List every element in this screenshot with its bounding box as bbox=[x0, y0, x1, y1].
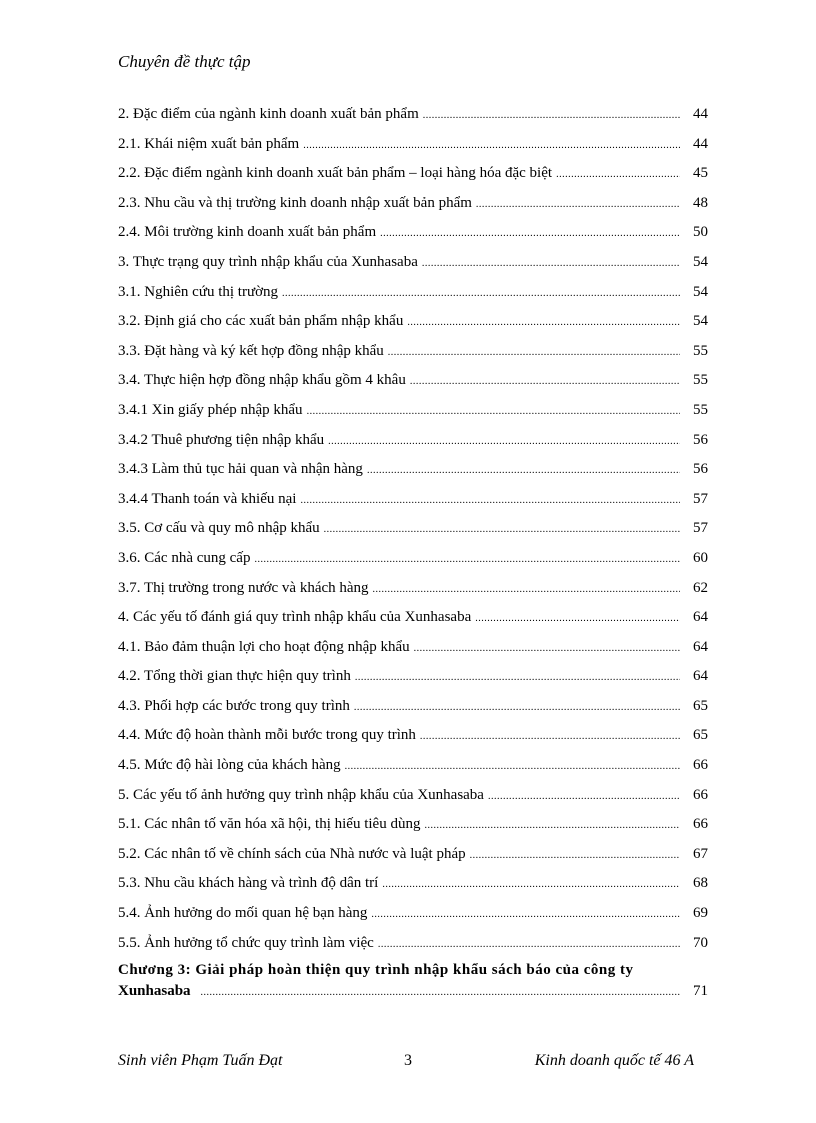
toc-entry-label: 4.5. Mức độ hài lòng của khách hàng bbox=[118, 757, 341, 774]
toc-entry-page: 64 bbox=[693, 638, 708, 655]
toc-entry[interactable] bbox=[118, 544, 708, 574]
toc-entry[interactable] bbox=[118, 899, 708, 929]
toc-entry[interactable] bbox=[118, 337, 708, 367]
toc-entry-label: 3.2. Định giá cho các xuất bản phẩm nhập khẩu bbox=[118, 313, 404, 330]
footer-course: Kinh doanh quốc tế 46 A bbox=[534, 1052, 694, 1069]
table-of-contents bbox=[118, 100, 708, 958]
dot-leader bbox=[410, 367, 680, 397]
dot-leader bbox=[307, 397, 680, 427]
toc-entry-label: 5.5. Ảnh hưởng tổ chức quy trình làm việc bbox=[118, 934, 374, 951]
dot-leader bbox=[354, 693, 680, 723]
dot-leader bbox=[303, 131, 680, 161]
toc-entry-label: 4.1. Bảo đảm thuận lợi cho hoạt động nhập khẩu bbox=[118, 638, 410, 655]
dot-leader bbox=[476, 190, 680, 220]
toc-entry-label: 5.4. Ảnh hưởng do mối quan hệ bạn hàng bbox=[118, 905, 368, 922]
toc-entry-page: 54 bbox=[693, 253, 708, 270]
toc-entry[interactable] bbox=[118, 100, 708, 130]
dot-leader bbox=[422, 249, 680, 279]
toc-entry-page: 56 bbox=[693, 431, 708, 448]
toc-entry[interactable] bbox=[118, 366, 708, 396]
toc-entry-label: 2.3. Nhu cầu và thị trường kinh doanh nhập xuất bản phẩm bbox=[118, 194, 472, 211]
toc-entry[interactable] bbox=[118, 396, 708, 426]
chapter-title-line1: Chương 3: Giải pháp hoàn thiện quy trình nhập khẩu sách báo của công ty bbox=[118, 962, 634, 978]
toc-entry-page: 44 bbox=[693, 135, 708, 152]
dot-leader bbox=[488, 782, 680, 812]
footer-page-number: 3 bbox=[404, 1052, 412, 1069]
toc-entry-label: 3.7. Thị trường trong nước và khách hàng bbox=[118, 579, 369, 596]
dot-leader bbox=[382, 870, 680, 900]
dot-leader bbox=[420, 722, 680, 752]
toc-entry-page: 65 bbox=[693, 727, 708, 744]
toc-entry-page: 68 bbox=[693, 875, 708, 892]
dot-leader bbox=[373, 575, 680, 605]
toc-entry[interactable] bbox=[118, 603, 708, 633]
toc-entry-page: 45 bbox=[693, 165, 708, 182]
toc-entry[interactable] bbox=[118, 278, 708, 308]
toc-entry-label: 3.4.2 Thuê phương tiện nhập khẩu bbox=[118, 431, 325, 448]
dot-leader bbox=[201, 987, 680, 998]
toc-entry-label: 5. Các yếu tố ảnh hưởng quy trình nhập khẩu của Xunhasaba bbox=[118, 786, 484, 803]
dot-leader bbox=[378, 930, 680, 960]
toc-entry-label: 2.2. Đặc điểm ngành kinh doanh xuất bản phẩm – loại hàng hóa đặc biệt bbox=[118, 165, 553, 182]
toc-entry-page: 56 bbox=[693, 461, 708, 478]
dot-leader bbox=[300, 486, 680, 516]
dot-leader bbox=[355, 663, 680, 693]
toc-entry-page: 70 bbox=[693, 934, 708, 951]
toc-entry[interactable] bbox=[118, 840, 708, 870]
toc-entry-page: 66 bbox=[693, 757, 708, 774]
toc-entry[interactable] bbox=[118, 929, 708, 959]
toc-entry-page: 69 bbox=[693, 905, 708, 922]
dot-leader bbox=[414, 634, 680, 664]
toc-entry-label: 3.4. Thực hiện hợp đồng nhập khẩu gồm 4 khâu bbox=[118, 372, 406, 389]
toc-entry-page: 60 bbox=[693, 549, 708, 566]
chapter-title-line2-row bbox=[118, 983, 708, 1000]
toc-entry-page: 67 bbox=[693, 845, 708, 862]
dot-leader bbox=[345, 752, 680, 782]
toc-entry-label: 5.2. Các nhân tố về chính sách của Nhà nước và luật pháp bbox=[118, 845, 466, 862]
toc-entry[interactable] bbox=[118, 514, 708, 544]
dot-leader bbox=[556, 160, 680, 190]
toc-entry[interactable] bbox=[118, 810, 708, 840]
dot-leader bbox=[254, 545, 680, 575]
dot-leader bbox=[371, 900, 680, 930]
toc-entry-page: 44 bbox=[693, 106, 708, 122]
toc-entry[interactable] bbox=[118, 248, 708, 278]
toc-entry-label: 3.4.4 Thanh toán và khiếu nại bbox=[118, 490, 297, 507]
toc-entry-page: 55 bbox=[693, 372, 708, 389]
toc-entry[interactable] bbox=[118, 633, 708, 663]
dot-leader bbox=[282, 279, 680, 309]
dot-leader bbox=[367, 456, 680, 486]
toc-entry-page: 54 bbox=[693, 313, 708, 330]
toc-entry-page: 66 bbox=[693, 816, 708, 833]
dot-leader bbox=[388, 338, 680, 368]
toc-entry-page: 57 bbox=[693, 520, 708, 537]
dot-leader bbox=[423, 101, 680, 131]
toc-entry-label: 5.3. Nhu cầu khách hàng và trình độ dân trí bbox=[118, 875, 379, 892]
dot-leader bbox=[380, 219, 680, 249]
chapter-page-number: 71 bbox=[693, 983, 708, 999]
dot-leader bbox=[328, 427, 680, 457]
toc-entry[interactable] bbox=[118, 189, 708, 219]
toc-entry-label: 2.1. Khái niệm xuất bản phẩm bbox=[118, 135, 300, 152]
toc-entry-label: 3.4.1 Xin giấy phép nhập khẩu bbox=[118, 401, 303, 418]
toc-entry-label: 2.4. Môi trường kinh doanh xuất bản phẩm bbox=[118, 224, 377, 241]
toc-entry-page: 50 bbox=[693, 224, 708, 241]
toc-entry-label: 3.5. Cơ cấu và quy mô nhập khẩu bbox=[118, 520, 320, 537]
toc-entry[interactable] bbox=[118, 455, 708, 485]
toc-entry-label: 4.2. Tổng thời gian thực hiện quy trình bbox=[118, 668, 351, 685]
toc-entry-label: 4.4. Mức độ hoàn thành mỗi bước trong quy trình bbox=[118, 727, 416, 744]
chapter-title-line2: Xunhasaba bbox=[118, 983, 191, 999]
toc-entry[interactable] bbox=[118, 426, 708, 456]
toc-entry[interactable] bbox=[118, 692, 708, 722]
toc-entry-label: 3. Thực trạng quy trình nhập khẩu của Xunhasaba bbox=[118, 253, 418, 270]
toc-entry-page: 65 bbox=[693, 697, 708, 714]
toc-entry-page: 64 bbox=[693, 668, 708, 685]
toc-entry-page: 55 bbox=[693, 342, 708, 359]
toc-entry-label: 5.1. Các nhân tố văn hóa xã hội, thị hiếu tiêu dùng bbox=[118, 816, 421, 833]
toc-entry[interactable] bbox=[118, 485, 708, 515]
toc-entry[interactable] bbox=[118, 869, 708, 899]
dot-leader bbox=[475, 604, 680, 634]
toc-entry[interactable] bbox=[118, 721, 708, 751]
toc-entry[interactable] bbox=[118, 218, 708, 248]
dot-leader bbox=[407, 308, 680, 338]
toc-entry-page: 54 bbox=[693, 283, 708, 300]
chapter-entry bbox=[118, 962, 708, 1000]
toc-entry-page: 57 bbox=[693, 490, 708, 507]
toc-entry-page: 48 bbox=[693, 194, 708, 211]
toc-entry[interactable] bbox=[118, 159, 708, 189]
dot-leader bbox=[424, 811, 680, 841]
toc-entry[interactable] bbox=[118, 307, 708, 337]
toc-entry-page: 62 bbox=[693, 579, 708, 596]
dot-leader bbox=[324, 515, 680, 545]
toc-entry-label: 3.1. Nghiên cứu thị trường bbox=[118, 283, 279, 300]
toc-entry[interactable] bbox=[118, 662, 708, 692]
toc-entry-page: 64 bbox=[693, 609, 708, 626]
toc-entry-page: 66 bbox=[693, 786, 708, 803]
toc-entry-label: 3.3. Đặt hàng và ký kết hợp đồng nhập khẩu bbox=[118, 342, 384, 359]
dot-leader bbox=[470, 841, 680, 871]
toc-entry[interactable] bbox=[118, 781, 708, 811]
toc-entry-label: 3.4.3 Làm thủ tục hải quan và nhận hàng bbox=[118, 461, 363, 478]
toc-entry-label: 4. Các yếu tố đánh giá quy trình nhập khẩu của Xunhasaba bbox=[118, 609, 472, 626]
toc-entry[interactable] bbox=[118, 751, 708, 781]
toc-entry[interactable] bbox=[118, 574, 708, 604]
toc-entry-label: 4.3. Phối hợp các bước trong quy trình bbox=[118, 697, 350, 714]
toc-entry[interactable] bbox=[118, 130, 708, 160]
footer-author: Sinh viên Phạm Tuấn Đạt bbox=[118, 1052, 283, 1069]
page-header-title: Chuyên đề thực tập bbox=[118, 52, 251, 71]
toc-entry-label: 2. Đặc điểm của ngành kinh doanh xuất bản phẩm bbox=[118, 106, 419, 122]
toc-entry-page: 55 bbox=[693, 401, 708, 418]
toc-entry-label: 3.6. Các nhà cung cấp bbox=[118, 549, 251, 566]
